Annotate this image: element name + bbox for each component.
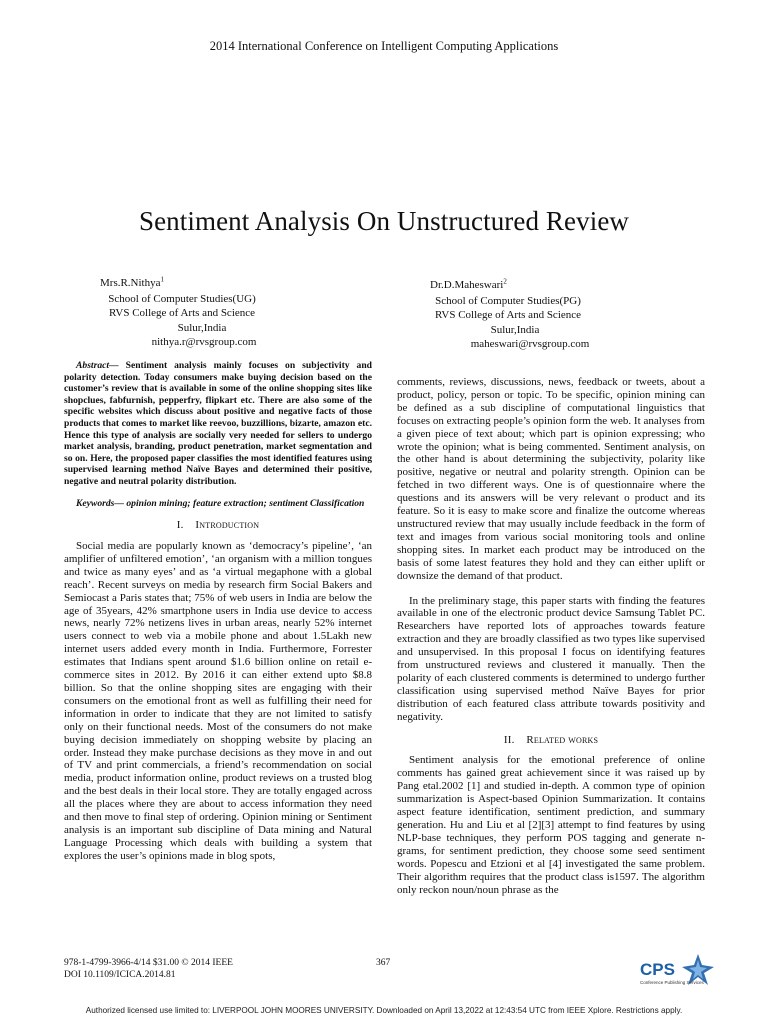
license-notice: Authorized licensed use limited to: LIVERPOOL JOHN MOORES UNIVERSITY. Downloaded on April 13,2022 at 12:43:54 UTC from IEEE Xplore. Restrictions apply.	[85, 1006, 683, 1015]
author-college: RVS College of Arts and Science	[434, 309, 582, 322]
paragraph-intro: Social media are popularly known as ‘democracy’s pipeline’, ‘an amplifier of unfiltered emotion’, ‘an organism with a million tongues and twice as many eyes’ and as ‘a virtual megaphone with a global reach’. Recent surveys on media by research firm Social Bakers and Semiocast a Paris states that; 75% of web users in India are below the age of 35years, 42% smartphone users in India use device to access news, nearly 72% netizens lives in urban areas, nearly 52% internet users connect to web via a mobile phone and about 1.5Lakh new internet users added every month in India. Furthermore, Forrester estimates that Indians spent around $1.6 billion online on retail e-commerce sites in 2012. By 2016 it can either extend upto $8.8 billion. So that the online shopping sites are engaging with their consumers on the emotional front as well as fulfilling their need for information in order to indicate that they are not limited to satisfy only on their functional needs. Most of the consumers do not make buying decision immediately on shopping website by placing an order. Instead they make purchase decisions as they move in and out of TV and print commercials, a friend’s recommendation on social media, product information online, product reviews on a trusted blog and the best deals in their local store. They are totally engaged across all the places where they are about to access information they need and then move to final step of ordering. Opinion mining or Sentiment analysis is an important sub discipline of Data mining and Natural Language Processing which deals with building a system that explores the user’s opinions made in blog spots,	[64, 540, 372, 862]
author-email[interactable]: maheswari@rvsgroup.com	[470, 337, 590, 350]
footer-copyright	[64, 958, 233, 981]
abstract	[64, 360, 372, 488]
author-block-2	[418, 278, 598, 351]
author-block-1	[92, 276, 272, 349]
right-column	[397, 376, 705, 896]
cps-logo-text: CPS	[640, 960, 675, 979]
conference-header: 2014 International Conference on Intelligent Computing Applications	[209, 39, 559, 53]
doi-text[interactable]: DOI 10.1109/ICICA.2014.81	[64, 969, 176, 980]
keywords: Keywords— opinion mining; feature extraction; sentiment Classification	[76, 497, 365, 509]
author-affiliation: School of Computer Studies(UG)	[108, 293, 256, 306]
cps-logo-subtext: Conference Publishing Services	[640, 980, 704, 985]
section-heading-related-works: II. Related works	[503, 733, 599, 746]
paragraph-related-works: Sentiment analysis for the emotional preference of online comments has gained great achievement since it was raised up by Pang etal.2002 [1] and studied in-depth. A common type of opinion summarization is Aspect-based Opinion Summarization. It contains aspect feature identification, sentiment prediction, and summary generation. Hu and Liu et al [2][3] attempt to find features by using NLP-base techniques, they perform POS tagging and generate n-grams, for sentiment prediction, they choose some seed sentiment words. Popescu and Etzioni et al [4] investigated the same problem. Their algorithm requires that the product class is1597. The algorithm only reckon noun/noun phrase as the	[397, 754, 705, 896]
abstract-text: Sentiment analysis mainly focuses on subjectivity and polarity detection. Today consumers make buying decision based on the customer’s review that is available in some of the online shopping sites like shopclues, fabfurnish, pepperfry, flipkart etc. There are also some of the specific websites which discuss about positive and negative facts of those products that comes to market like reevoo, buzzillions, bizarte, amazon etc. Hence this type of analysis are socially very needed for sellers to undergo market analysis, branding, product penetration, market segmentation and so on. Here, the proposed paper classifies the most identified features using supervised learning method Naïve Bayes and determined their positive, negative and neutral polarity distribution.	[64, 360, 372, 487]
author-location: Sulur,India	[177, 321, 227, 334]
isbn-text: 978-1-4799-3966-4/14 $31.00 © 2014 IEEE	[64, 958, 233, 968]
paper-title: Sentiment Analysis On Unstructured Review	[138, 206, 630, 236]
author-affiliation: School of Computer Studies(PG)	[435, 295, 581, 308]
author-name: Dr.D.Maheswari$^2$	[430, 277, 507, 291]
abstract-label: Abstract—	[76, 360, 119, 371]
paragraph-preliminary: In the preliminary stage, this paper starts with finding the features available in one of the electronic product device Samsung Tablet PC. Researchers have reported lots of approaches towards feature extraction and they are broadly classified as two types like supervised and unsupervised. In this proposal I focus on identifying features from unstructured reviews and clustered it manually. Then the polarity of each clustered comments is determined to undergo further classification using supervised method Naïve Bayes for prior distribution of each featured class attribute towards positivity and negativity.	[397, 594, 705, 723]
page-number: 367	[376, 958, 391, 968]
section-heading-introduction: I. Introduction	[176, 519, 260, 532]
author-college: RVS College of Arts and Science	[108, 307, 256, 320]
author-email[interactable]: nithya.r@rvsgroup.com	[151, 335, 257, 348]
cps-logo	[640, 952, 720, 988]
left-column	[64, 360, 372, 863]
author-location: Sulur,India	[490, 323, 540, 336]
paragraph-opinion-mining: comments, reviews, discussions, news, feedback or tweets, about a product, policy, person or topic. To be specific, opinion mining can be defined as a sub discipline of computational linguistics that focuses on extracting people’s opinion form the web. It analyses from a given piece of text about; which part is opinion expressing; who wrote the opinion; what is being commented. Sentiment analysis, on the other hand is about determining the subjectivity, polarity like positive, negative or neutral and polarity strength. Opinion can be fetched in two different ways. One is of questionnaire where the questions and its answers will be very relevant o product and its feature. So it is easy to make score and finalize the outcome whereas unstructured review that may usually include feedback in the form of text and images from various social monitoring tools and online shopping sites. In market each product may be introduced on the basis of some latest features they hold and they can either uplift or downsize the demand of that product.	[397, 376, 705, 582]
author-name: Mrs.R.Nithya$^1$	[100, 275, 164, 289]
